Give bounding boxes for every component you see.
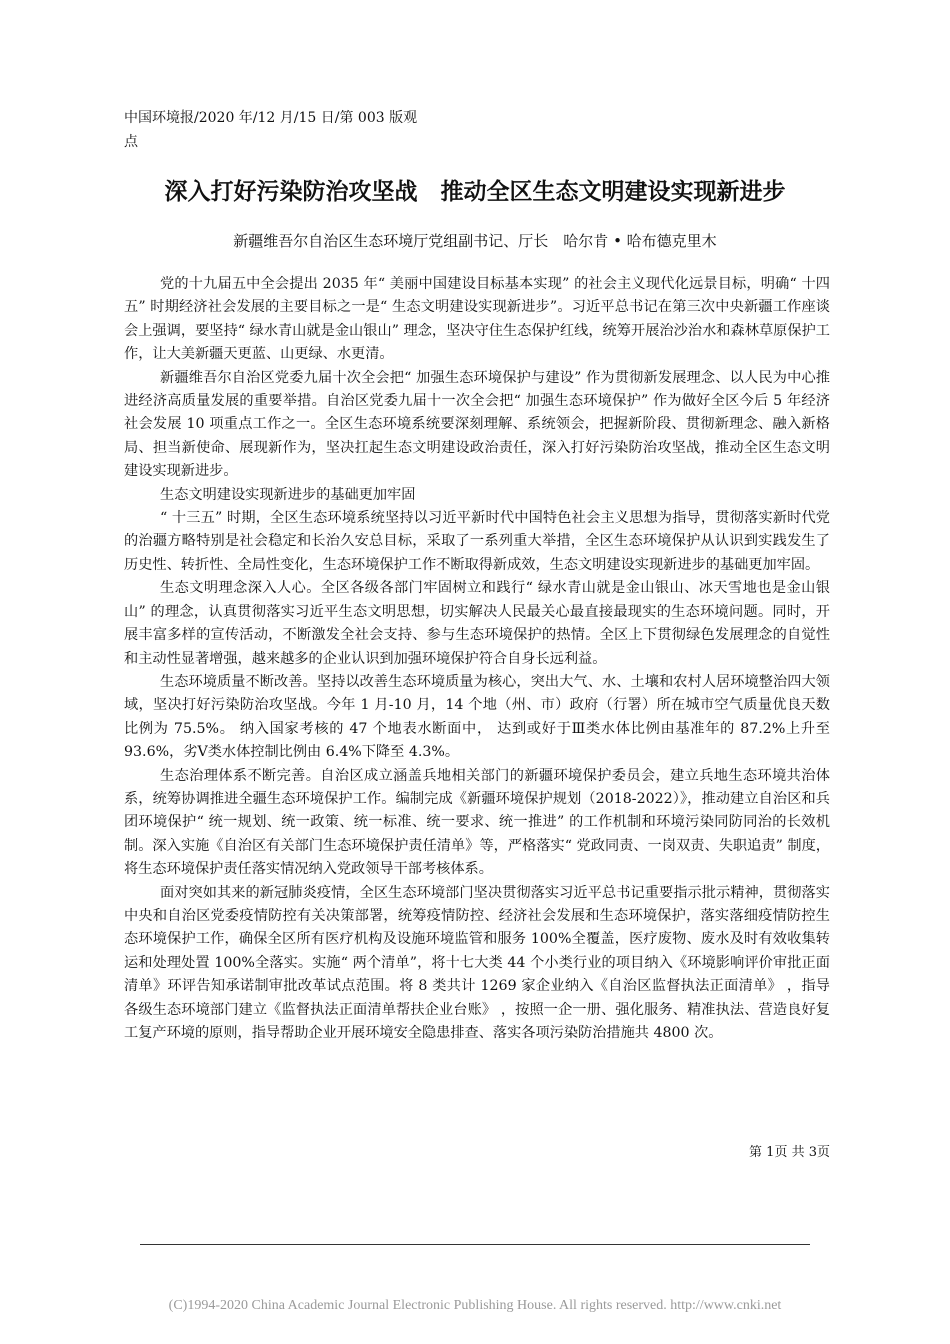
page-number: 第 1页 共 3页 <box>749 1145 830 1160</box>
article-title: 深入打好污染防治攻坚战 推动全区生态文明建设实现新进步 <box>164 179 786 205</box>
author-line: 新疆维吾尔自治区生态环境厅党组副书记、厅长 哈尔肯 • 哈布德克里木 <box>233 232 717 250</box>
paragraph: 生态治理体系不断完善。自治区成立涵盖兵地相关部门的新疆环境保护委员会，建立兵地生态环境共治体系，统筹协调推进全疆生态环境保护工作。编制完成《新疆环境保护规划（2018-2022）》，推动建立自治区和兵团环境保护“ 统一规划、统一政策、统一标准、统一要求、统一推进” 的工作机制和环境污染同防同治的长效机制。深入实施《自治区有关部门生态环境保护责任清单》等，严格落实“ 党政同责、一岗双责、失职追责” 制度，将生态环境保护责任落实情况纳入党政领导干部考核体系。 <box>124 767 830 878</box>
paragraph: 生态环境质量不断改善。坚持以改善生态环境质量为核心，突出大气、水、土壤和农村人居环境整治四大领域，坚决打好污染防治攻坚战。今年 1 月-10 月，14 个地（州、市）政府（行署）所在城市空气质量优良天数比例为 75.5%。 纳入国家考核的 47 个地表水断面中， 达到或好于Ⅲ类水体比例由基准年的 87.2%上升至 93.6%，劣Ⅴ类水体控制比例由 6.4%下降至 4.3%。 <box>124 673 830 761</box>
paragraph: 新疆维吾尔自治区党委九届十次全会把“ 加强生态环境保护与建设” 作为贯彻新发展理念、以人民为中心推进经济高质量发展的重要举措。自治区党委九届十一次全会把“ 加强生态环境保护” 作为做好全区今后 5 年经济社会发展 10 项重点工作之一。全区生态环境系统要深刻理解、系统领会，把握新阶段、贯彻新理念、融入新格局、担当新使命、展现新作为，坚决扛起生态文明建设政治责任，深入打好污染防治攻坚战，推动全区生态文明建设实现新进步。 <box>124 369 830 480</box>
paragraph: “ 十三五” 时期，全区生态环境系统坚持以习近平新时代中国特色社会主义思想为指导，贯彻落实新时代党的治疆方略特别是社会稳定和长治久安总目标，采取了一系列重大举措，全区生态环境保护从认识到实践发生了历史性、转折性、全局性变化，生态环境保护工作不断取得新成效，生态文明建设实现新进步的基础更加牢固。 <box>124 510 830 573</box>
paragraph: 面对突如其来的新冠肺炎疫情，全区生态环境部门坚决贯彻落实习近平总书记重要指示批示精神，贯彻落实中央和自治区党委疫情防控有关决策部署，统筹疫情防控、经济社会发展和生态环境保护，落实落细疫情防控生态环境保护工作，确保全区所有医疗机构及设施环境监管和服务 100%全覆盖，医疗废物、废水及时有效收集转运和处理处置 100%全落实。实施“ 两个清单”，将十七大类 44 个小类行业的项目纳入《环境影响评价审批正面清单》环评告知承诺制审批改革试点范围。将 8 类共计 1269 家企业纳入《自治区监督执法正面清单》 ，指导各级生态环境部门建立《监督执法正面清单帮扶企业台账》 ，按照一企一册、强化服务、精准执法、营造良好复工复产环境的原则，指导帮助企业开展环境安全隐患排查、落实各项污染防治措施共 4800 次。 <box>124 884 830 1041</box>
section-heading: 生态文明建设实现新进步的基础更加牢固 <box>160 486 416 503</box>
copyright-footer: (C)1994-2020 China Academic Journal Electronic Publishing House. All rights reserved. http://www.cnki.net <box>168 1298 782 1313</box>
footer-divider <box>140 1244 810 1245</box>
source-line: 中国环境报/2020 年/12 月/15 日/第 003 版观点 <box>124 110 418 150</box>
paragraph: 党的十九届五中全会提出 2035 年“ 美丽中国建设目标基本实现” 的社会主义现代化远景目标，明确“ 十四五” 时期经济社会发展的主要目标之一是“ 生态文明建设实现新进步”。习近平总书记在第三次中央新疆工作座谈会上强调，要坚持“ 绿水青山就是金山银山” 理念，坚决守住生态保护红线，统筹开展治沙治水和森林草原保护工作，让大美新疆天更蓝、山更绿、水更清。 <box>124 276 830 363</box>
paragraph: 生态文明理念深入人心。全区各级各部门牢固树立和践行“ 绿水青山就是金山银山、冰天雪地也是金山银山” 的理念，认真贯彻落实习近平生态文明思想，切实解决人民最关心最直接最现实的生态环境问题。同时，开展丰富多样的宣传活动，不断激发全社会支持、参与生态环境保护的热情。全区上下贯彻绿色发展理念的自觉性和主动性显著增强，越来越多的企业认识到加强环境保护符合自身长远利益。 <box>124 580 830 667</box>
article-body <box>124 273 830 1045</box>
